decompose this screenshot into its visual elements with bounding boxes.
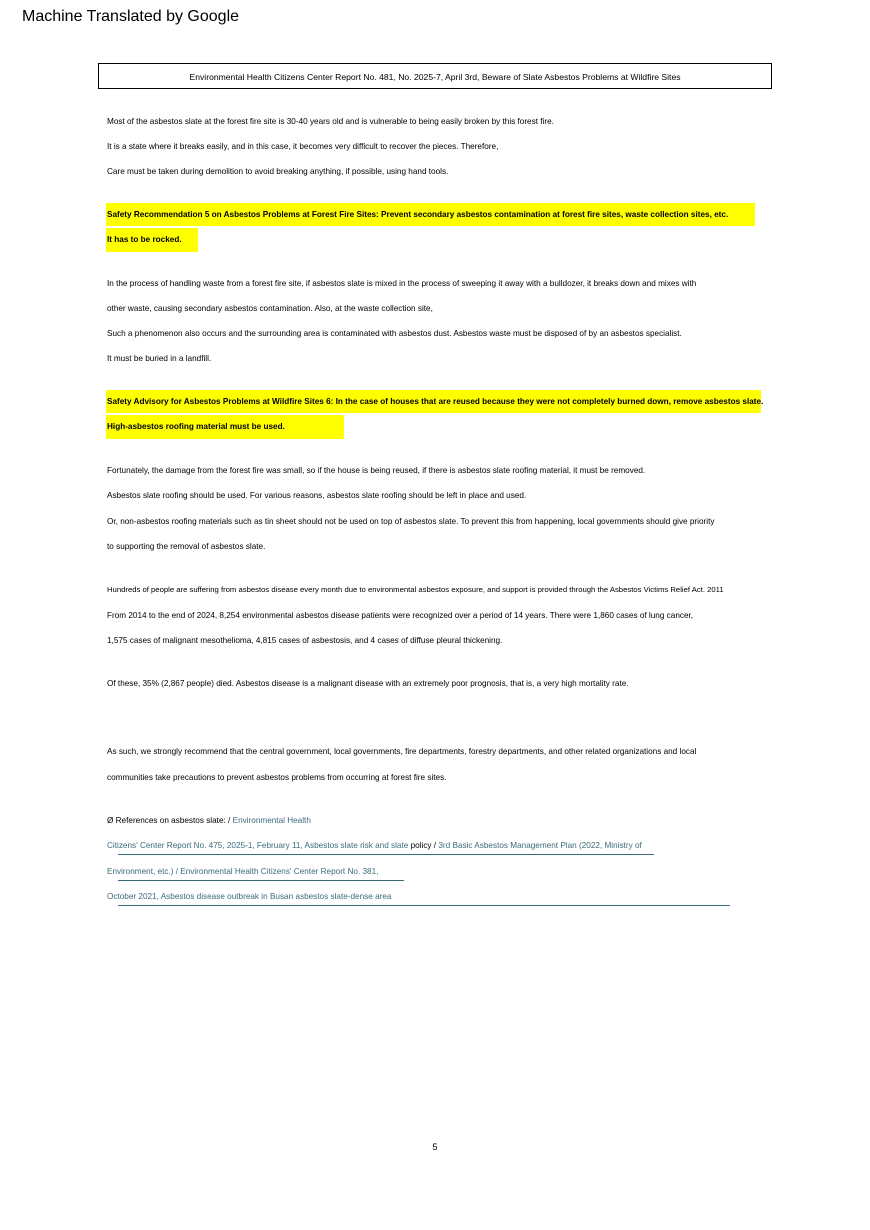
para4-line3: 1,575 cases of malignant mesothelioma, 4,815 cases of asbestosis, and 4 cases of diffuse pleural thickening.	[107, 636, 503, 645]
reference-underline-1	[118, 854, 654, 855]
page-number: 5	[432, 1142, 438, 1152]
report-title-box: Environmental Health Citizens Center Report No. 481, No. 2025-7, April 3rd, Beware of Slate Asbestos Problems at Wildfire Sites	[98, 63, 772, 89]
reference-link-busan-outbreak[interactable]: October 2021, Asbestos disease outbreak in Busan asbestos slate-dense area	[107, 892, 392, 901]
reference-link-management-plan[interactable]: 3rd Basic Asbestos Management Plan (2022, Ministry of	[438, 841, 642, 850]
references-line2	[107, 840, 642, 852]
para1-line1: Most of the asbestos slate at the forest fire site is 30-40 years old and is vulnerable to being easily broken by this forest fire.	[107, 117, 554, 126]
reference-link-ehcc[interactable]: Environmental Health	[232, 816, 311, 825]
reference-separator: /	[431, 841, 439, 850]
adv6-heading-cont: High-asbestos roofing material must be used.	[107, 422, 285, 431]
reference-policy-text: policy	[410, 841, 432, 850]
reference-underline-2	[118, 880, 404, 881]
para6-line1: As such, we strongly recommend that the central government, local governments, fire departments, forestry departments, and other related organizations and local	[107, 747, 697, 756]
machine-translated-banner: Machine Translated by Google	[22, 8, 240, 25]
rec5-heading-cont: It has to be rocked.	[107, 235, 182, 244]
para4-line1: Hundreds of people are suffering from asbestos disease every month due to environmental asbestos exposure, and support is provided through the Asbestos Victims Relief Act. 2011	[107, 585, 724, 594]
rec5-heading: Safety Recommendation 5 on Asbestos Problems at Forest Fire Sites: Prevent secondary asbestos contamination at forest fire sites, waste collection sites, etc.	[107, 210, 729, 219]
para4-line2: From 2014 to the end of 2024, 8,254 environmental asbestos disease patients were recognized over a period of 14 years. There were 1,860 cases of lung cancer,	[107, 611, 694, 620]
para3-line2: Asbestos slate roofing should be used. For various reasons, asbestos slate roofing should be left in place and used.	[107, 491, 527, 500]
para2-line3: Such a phenomenon also occurs and the surrounding area is contaminated with asbestos dust. Asbestos waste must be disposed of by an asbestos specialist.	[107, 329, 682, 338]
para2-line4: It must be buried in a landfill.	[107, 354, 212, 363]
para6-line2: communities take precautions to prevent asbestos problems from occurring at forest fire sites.	[107, 773, 447, 782]
reference-link-report-475[interactable]: Citizens' Center Report No. 475, 2025-1, February 11, Asbestos slate risk and slate	[107, 841, 411, 850]
para3-line3: Or, non-asbestos roofing materials such as tin sheet should not be used on top of asbestos slate. To prevent this from happening, local governments should give priority	[107, 517, 715, 526]
para2-line2: other waste, causing secondary asbestos contamination. Also, at the waste collection site,	[107, 304, 433, 313]
para1-line2: It is a state where it breaks easily, and in this case, it becomes very difficult to recover the pieces. Therefore,	[107, 142, 499, 151]
references-lead	[107, 815, 311, 827]
para5: Of these, 35% (2,867 people) died. Asbestos disease is a malignant disease with an extremely poor prognosis, that is, a very high mortality rate.	[107, 679, 629, 688]
references-lead-text: Ø References on asbestos slate: /	[107, 816, 233, 825]
para3-line4: to supporting the removal of asbestos slate.	[107, 542, 266, 551]
para2-line1: In the process of handling waste from a forest fire site, if asbestos slate is mixed in the process of sweeping it away with a bulldozer, it breaks down and mixes with	[107, 279, 697, 288]
reference-link-report-381[interactable]: Environment, etc.) / Environmental Health Citizens' Center Report No. 381,	[107, 867, 379, 876]
para3-line1: Fortunately, the damage from the forest fire was small, so if the house is being reused, if there is asbestos slate roofing material, it must be removed.	[107, 466, 646, 475]
adv6-heading: Safety Advisory for Asbestos Problems at Wildfire Sites 6: In the case of houses that are reused because they were not completely burned down, remove asbestos slate.	[107, 397, 764, 406]
para1-line3: Care must be taken during demolition to avoid breaking anything, if possible, using hand tools.	[107, 167, 449, 176]
reference-underline-3	[118, 905, 730, 906]
